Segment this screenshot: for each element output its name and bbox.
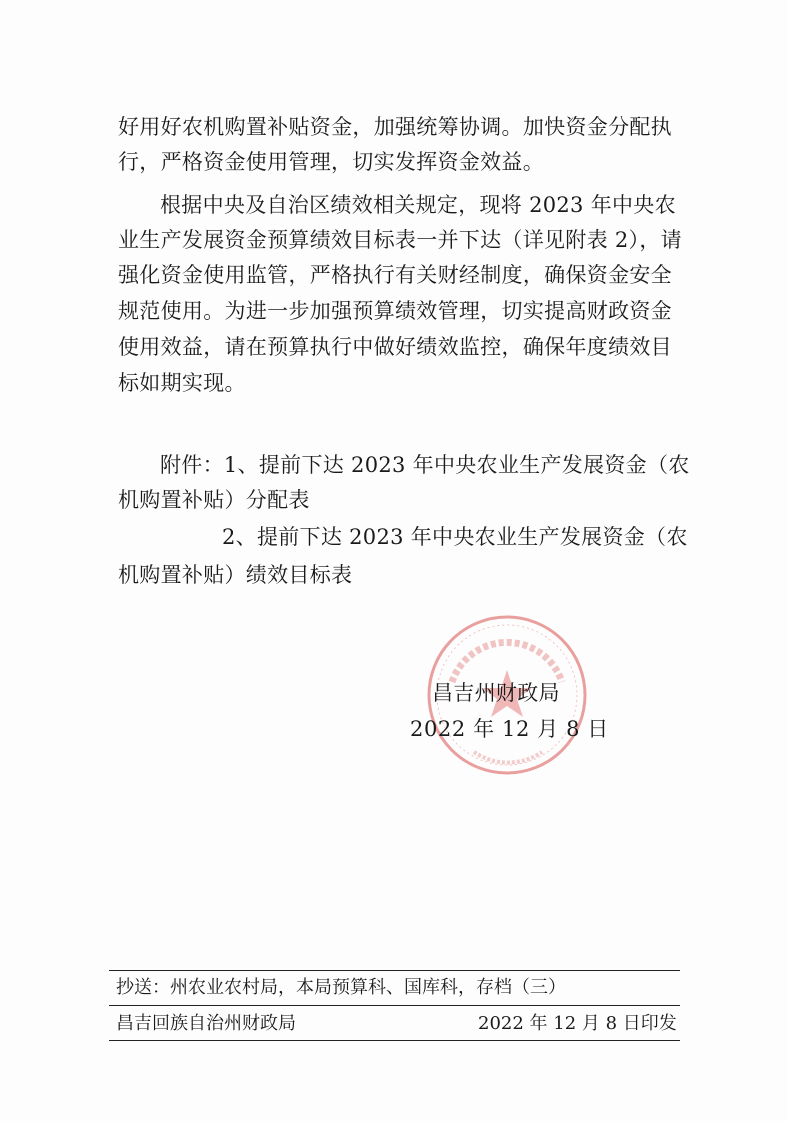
footer-print-date: 2022 年 12 月 8 日印发 xyxy=(478,1013,677,1034)
footer-rule-middle xyxy=(109,1005,680,1006)
body-line-6: 规范使用。为进一步加强预算绩效管理，切实提高财政资金 xyxy=(118,299,672,323)
footer-cc: 抄送：州农业农村局，本局预算科、国库科，存档（三） xyxy=(116,977,566,998)
body-line-1: 好用好农机购置补贴资金，加强统筹协调。加快资金分配执 xyxy=(118,115,672,139)
attachment-line-2: 机购置补贴）分配表 xyxy=(118,488,310,512)
body-line-5: 强化资金使用监管，严格执行有关财经制度，确保资金安全 xyxy=(118,263,672,287)
signature-date: 2022 年 12 月 8 日 xyxy=(410,717,609,741)
attachment-line-1: 附件：1、提前下达 2023 年中央农业生产发展资金（农 xyxy=(160,453,690,477)
body-line-7: 使用效益，请在预算执行中做好绩效监控，确保年度绩效目 xyxy=(118,335,672,359)
attachment-line-3: 2、提前下达 2023 年中央农业生产发展资金（农 xyxy=(222,525,688,549)
signature-issuer: 昌吉州财政局 xyxy=(432,681,560,705)
body-line-8: 标如期实现。 xyxy=(118,371,246,395)
footer-rule-top xyxy=(109,970,680,971)
body-line-4: 业生产发展资金预算绩效目标表一并下达（详见附表 2），请 xyxy=(118,228,682,252)
body-line-3: 根据中央及自治区绩效相关规定，现将 2023 年中央农 xyxy=(160,193,676,217)
footer-issuer: 昌吉回族自治州财政局 xyxy=(116,1013,296,1034)
footer-rule-bottom xyxy=(109,1040,680,1041)
attachment-line-4: 机购置补贴）绩效目标表 xyxy=(118,563,353,587)
body-line-2: 行，严格资金使用管理，切实发挥资金效益。 xyxy=(118,150,544,174)
